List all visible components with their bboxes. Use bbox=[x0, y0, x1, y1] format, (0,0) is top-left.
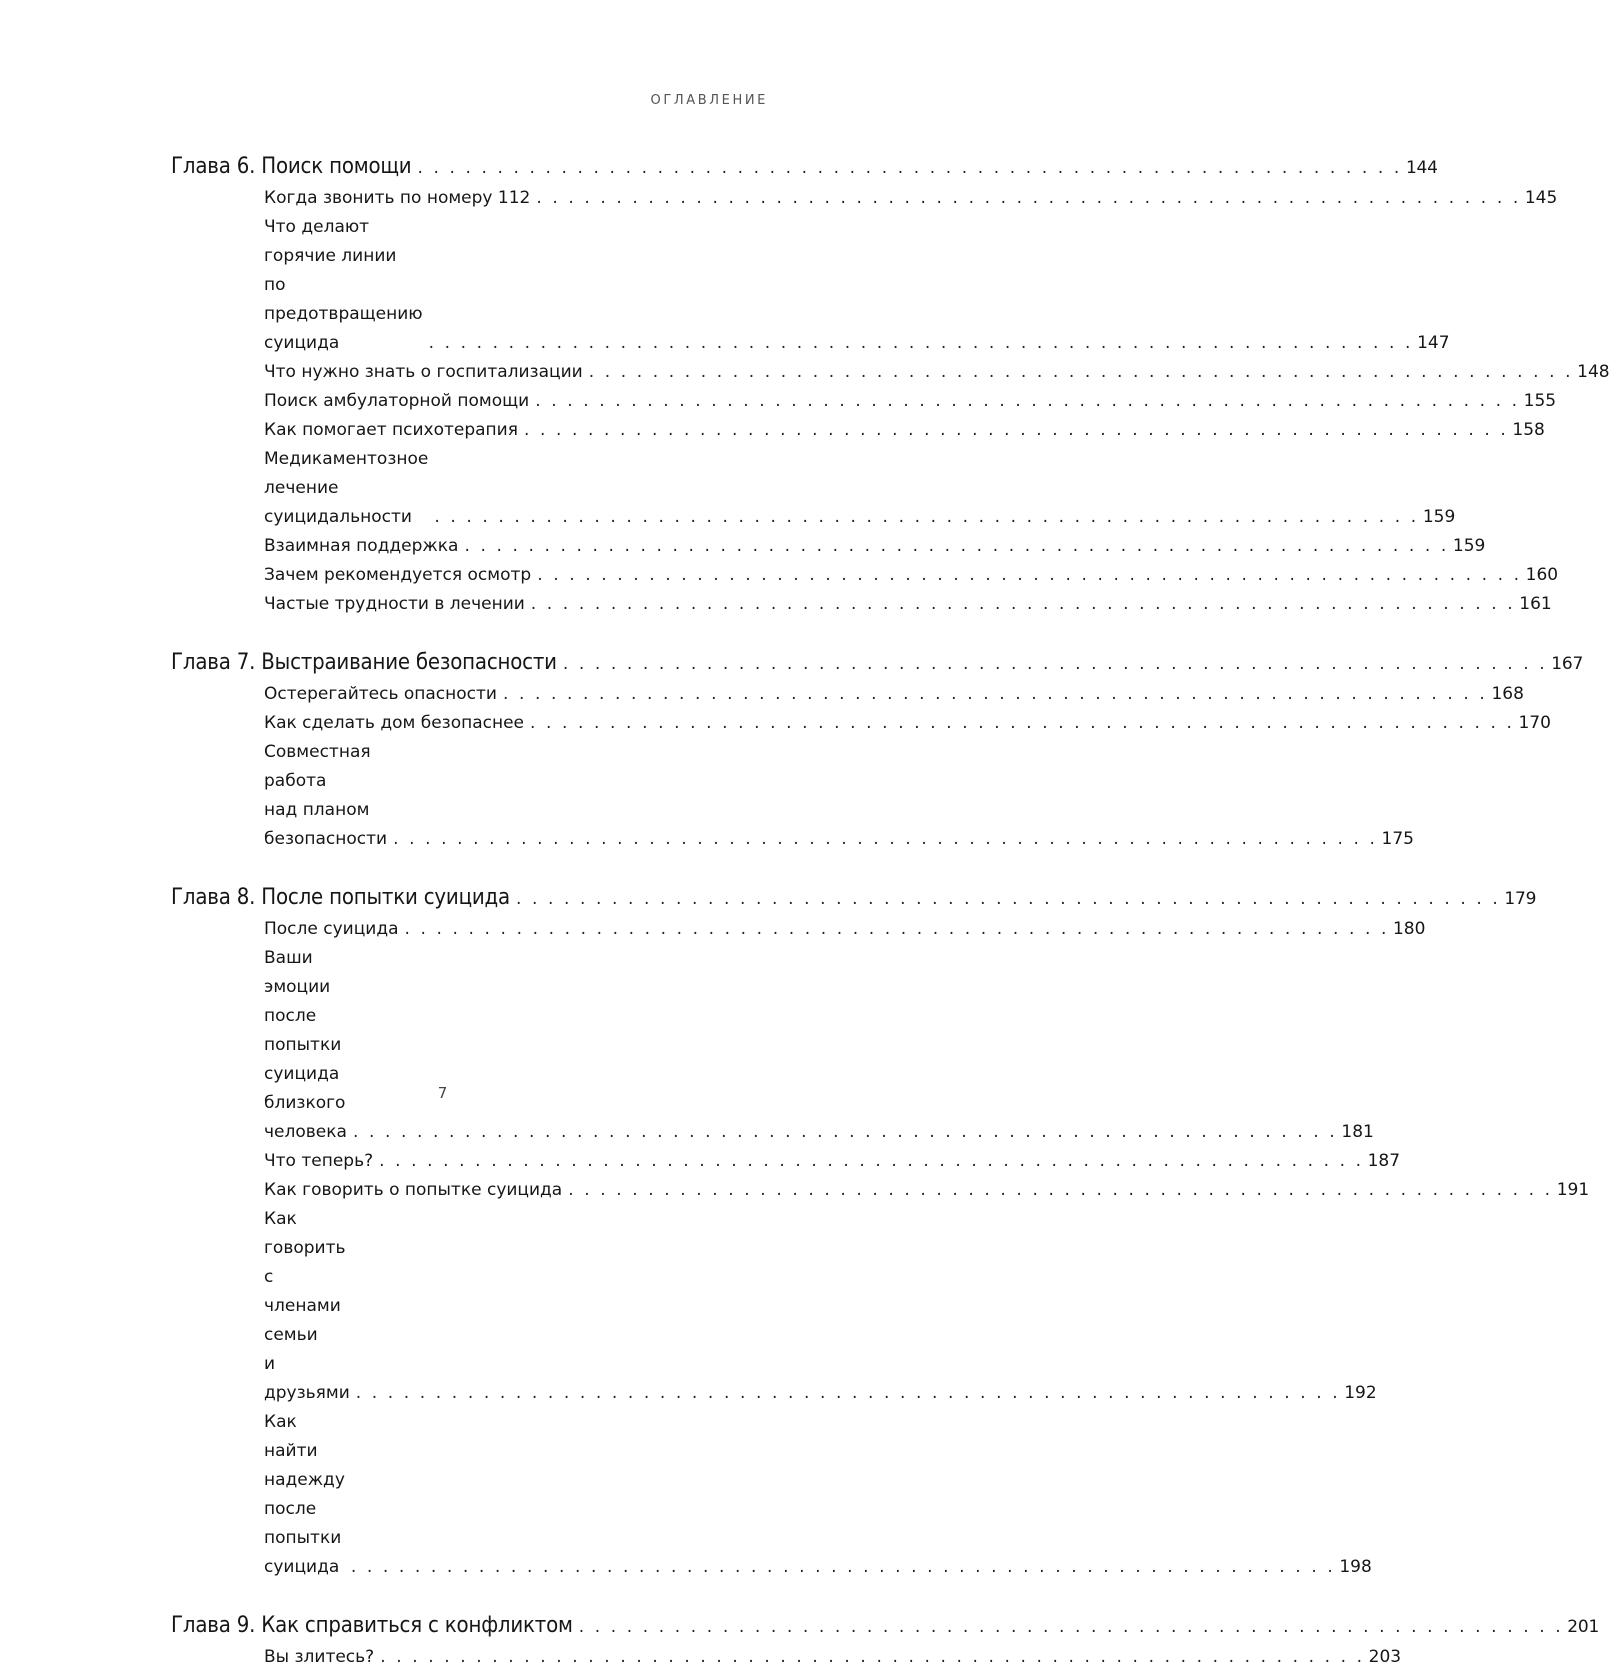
page-number: 144 bbox=[1405, 158, 1438, 178]
chapter-heading[interactable] bbox=[171, 881, 1537, 915]
entry-title-line2: после попытки суицида bbox=[264, 1499, 342, 1577]
toc-entry[interactable] bbox=[171, 358, 1610, 387]
page-number: 187 bbox=[1367, 1151, 1401, 1171]
page-number: 201 bbox=[1567, 1617, 1600, 1637]
entry-title-line2: близкого человека bbox=[264, 1093, 347, 1142]
entry-title: После суицида bbox=[264, 919, 399, 939]
entry-title-line2: по предотвращению суицида bbox=[264, 275, 423, 353]
toc-entry[interactable] bbox=[171, 738, 1414, 854]
page-number: 168 bbox=[1491, 684, 1524, 704]
toc-entry[interactable] bbox=[171, 915, 1426, 944]
entry-title bbox=[264, 213, 423, 358]
dot-leader: . . . . . . . . . . . . . . . . . . . . . . . . . . . . . . . . . . . . . . . . . . . . . . . . . . . . . . . . . . . . . . bbox=[568, 1180, 1553, 1200]
page-folio: 7 bbox=[437, 1084, 448, 1102]
dot-leader: . . . . . . . . . . . . . . . . . . . . . . . . . . . . . . . . . . . . . . . . . . . . . . . . . . . . . . . . . . . . . . bbox=[588, 362, 1574, 382]
dot-leader: . . . . . . . . . . . . . . . . . . . . . . . . . . . . . . . . . . . . . . . . . . . . . . . . . . . . . . . . . . . . . . bbox=[502, 684, 1488, 704]
entry-title-line1: Как найти надежду bbox=[264, 1412, 345, 1490]
dot-leader: . . . . . . . . . . . . . . . . . . . . . . . . . . . . . . . . . . . . . . . . . . . . . . . . . . . . . . . . . . . . . . bbox=[434, 507, 1419, 527]
toc-entry[interactable] bbox=[171, 590, 1552, 619]
entry-title bbox=[264, 944, 347, 1147]
entry-title: Поиск амбулаторной помощи bbox=[264, 391, 530, 411]
entry-title bbox=[264, 1408, 345, 1582]
entry-title: Когда звонить по номеру 112 bbox=[264, 188, 531, 208]
page-number: 160 bbox=[1525, 565, 1559, 585]
page-number: 148 bbox=[1577, 362, 1610, 382]
toc-entry[interactable] bbox=[171, 680, 1524, 709]
dot-leader: . . . . . . . . . . . . . . . . . . . . . . . . . . . . . . . . . . . . . . . . . . . . . . . . . . . . . . . . . . . . . . bbox=[523, 420, 1509, 440]
toc-entry[interactable] bbox=[171, 709, 1551, 738]
toc-entry[interactable] bbox=[171, 532, 1486, 561]
entry-title bbox=[264, 1205, 350, 1408]
entry-title: Как помогает психотерапия bbox=[264, 420, 518, 440]
page-number: 147 bbox=[1417, 333, 1450, 353]
dot-leader: . . . . . . . . . . . . . . . . . . . . . . . . . . . . . . . . . . . . . . . . . . . . . . . . . . . . . . . . . . . . . . bbox=[379, 1151, 1364, 1171]
page-number: 191 bbox=[1556, 1180, 1590, 1200]
page-number: 155 bbox=[1523, 391, 1557, 411]
page-number: 161 bbox=[1519, 594, 1552, 614]
chapter-heading[interactable] bbox=[171, 1609, 1600, 1643]
toc-entry[interactable] bbox=[171, 1147, 1401, 1176]
dot-leader: . . . . . . . . . . . . . . . . . . . . . . . . . . . . . . . . . . . . . . . . . . . . . . . . . . . . . . . . . . . . . . bbox=[578, 1617, 1564, 1637]
entry-title-line1: Совместная работа bbox=[264, 742, 371, 791]
entry-title bbox=[264, 445, 428, 532]
page-number: 170 bbox=[1518, 713, 1551, 733]
toc-entry[interactable] bbox=[171, 944, 1374, 1147]
entry-title-line1: Что делают горячие линии bbox=[264, 217, 397, 266]
chapter-heading[interactable] bbox=[171, 150, 1438, 184]
dot-leader: . . . . . . . . . . . . . . . . . . . . . . . . . . . . . . . . . . . . . . . . . . . . . . . . . . . . . . . . . . . . . . bbox=[428, 333, 1414, 353]
entry-title-line2: и друзьями bbox=[264, 1354, 350, 1403]
entry-title: Остерегайтесь опасности bbox=[264, 684, 497, 704]
dot-leader: . . . . . . . . . . . . . . . . . . . . . . . . . . . . . . . . . . . . . . . . . . . . . . . . . . . . . . . . . . . . . . bbox=[515, 889, 1501, 909]
toc-entry[interactable] bbox=[171, 1408, 1372, 1582]
dot-leader: . . . . . . . . . . . . . . . . . . . . . . . . . . . . . . . . . . . . . . . . . . . . . . . . . . . . . . . . . . . . . . bbox=[530, 594, 1516, 614]
dot-leader: . . . . . . . . . . . . . . . . . . . . . . . . . . . . . . . . . . . . . . . . . . . . . . . . . . . . . . . . . . . . . . bbox=[352, 1122, 1338, 1142]
page-number: 179 bbox=[1504, 889, 1537, 909]
dot-leader: . . . . . . . . . . . . . . . . . . . . . . . . . . . . . . . . . . . . . . . . . . . . . . . . . . . . . . . . . . . . . . bbox=[417, 158, 1402, 178]
chapter-title: Глава 7. Выстраивание безопасности bbox=[171, 650, 557, 675]
page-number: 203 bbox=[1368, 1647, 1402, 1667]
entry-title-line2: над планом безопасности bbox=[264, 800, 388, 849]
toc-entry[interactable] bbox=[171, 1176, 1590, 1205]
toc-entry[interactable] bbox=[171, 445, 1456, 532]
table-of-contents bbox=[171, 150, 1610, 1672]
entry-title: Что теперь? bbox=[264, 1151, 374, 1171]
dot-leader: . . . . . . . . . . . . . . . . . . . . . . . . . . . . . . . . . . . . . . . . . . . . . . . . . . . . . . . . . . . . . . bbox=[530, 713, 1515, 733]
chapter-heading[interactable] bbox=[171, 646, 1584, 680]
dot-leader: . . . . . . . . . . . . . . . . . . . . . . . . . . . . . . . . . . . . . . . . . . . . . . . . . . . . . . . . . . . . . . bbox=[393, 829, 1378, 849]
dot-leader: . . . . . . . . . . . . . . . . . . . . . . . . . . . . . . . . . . . . . . . . . . . . . . . . . . . . . . . . . . . . . . bbox=[350, 1557, 1336, 1577]
page-number: 181 bbox=[1341, 1122, 1374, 1142]
dot-leader: . . . . . . . . . . . . . . . . . . . . . . . . . . . . . . . . . . . . . . . . . . . . . . . . . . . . . . . . . . . . . . bbox=[537, 565, 1522, 585]
toc-entry[interactable] bbox=[171, 1643, 1402, 1672]
chapter-title: Глава 9. Как справиться с конфликтом bbox=[171, 1613, 573, 1638]
entry-title: Вы злитесь? bbox=[264, 1647, 375, 1667]
running-head: ОГЛАВЛЕНИЕ bbox=[650, 93, 768, 108]
page-number: 192 bbox=[1344, 1383, 1377, 1403]
chapter-title: Глава 6. Поиск помощи bbox=[171, 154, 412, 179]
dot-leader: . . . . . . . . . . . . . . . . . . . . . . . . . . . . . . . . . . . . . . . . . . . . . . . . . . . . . . . . . . . . . . bbox=[536, 188, 1521, 208]
page-number: 145 bbox=[1524, 188, 1558, 208]
dot-leader: . . . . . . . . . . . . . . . . . . . . . . . . . . . . . . . . . . . . . . . . . . . . . . . . . . . . . . . . . . . . . . bbox=[355, 1383, 1341, 1403]
entry-title: Как сделать дом безопаснее bbox=[264, 713, 525, 733]
entry-title: Что нужно знать о госпитализации bbox=[264, 362, 583, 382]
page-number: 159 bbox=[1422, 507, 1456, 527]
entry-title bbox=[264, 738, 387, 854]
entry-title: Как говорить о попытке суицида bbox=[264, 1180, 563, 1200]
dot-leader: . . . . . . . . . . . . . . . . . . . . . . . . . . . . . . . . . . . . . . . . . . . . . . . . . . . . . . . . . . . . . . bbox=[380, 1647, 1365, 1667]
toc-entry[interactable] bbox=[171, 184, 1558, 213]
entry-title-line1: Ваши эмоции после попытки суицида bbox=[264, 948, 342, 1084]
dot-leader: . . . . . . . . . . . . . . . . . . . . . . . . . . . . . . . . . . . . . . . . . . . . . . . . . . . . . . . . . . . . . . bbox=[562, 654, 1548, 674]
page-number: 198 bbox=[1339, 1557, 1372, 1577]
chapter-title: Глава 8. После попытки суицида bbox=[171, 885, 510, 910]
page-number: 180 bbox=[1392, 919, 1426, 939]
dot-leader: . . . . . . . . . . . . . . . . . . . . . . . . . . . . . . . . . . . . . . . . . . . . . . . . . . . . . . . . . . . . . . bbox=[535, 391, 1520, 411]
page-number: 158 bbox=[1512, 420, 1545, 440]
page-number: 159 bbox=[1452, 536, 1486, 556]
entry-title: Взаимная поддержка bbox=[264, 536, 459, 556]
toc-entry[interactable] bbox=[171, 1205, 1377, 1408]
dot-leader: . . . . . . . . . . . . . . . . . . . . . . . . . . . . . . . . . . . . . . . . . . . . . . . . . . . . . . . . . . . . . . bbox=[464, 536, 1449, 556]
toc-entry[interactable] bbox=[171, 561, 1559, 590]
entry-title: Зачем рекомендуется осмотр bbox=[264, 565, 532, 585]
toc-entry[interactable] bbox=[171, 387, 1557, 416]
entry-title: Частые трудности в лечении bbox=[264, 594, 525, 614]
toc-entry[interactable] bbox=[171, 416, 1545, 445]
toc-entry[interactable] bbox=[171, 213, 1450, 358]
page-number: 175 bbox=[1381, 829, 1414, 849]
entry-title-line1: Медикаментозное лечение bbox=[264, 449, 429, 498]
entry-title-line2: суицидальности bbox=[264, 507, 412, 527]
dot-leader: . . . . . . . . . . . . . . . . . . . . . . . . . . . . . . . . . . . . . . . . . . . . . . . . . . . . . . . . . . . . . . bbox=[404, 919, 1389, 939]
entry-title-line1: Как говорить с членами семьи bbox=[264, 1209, 346, 1345]
page-number: 167 bbox=[1551, 654, 1584, 674]
